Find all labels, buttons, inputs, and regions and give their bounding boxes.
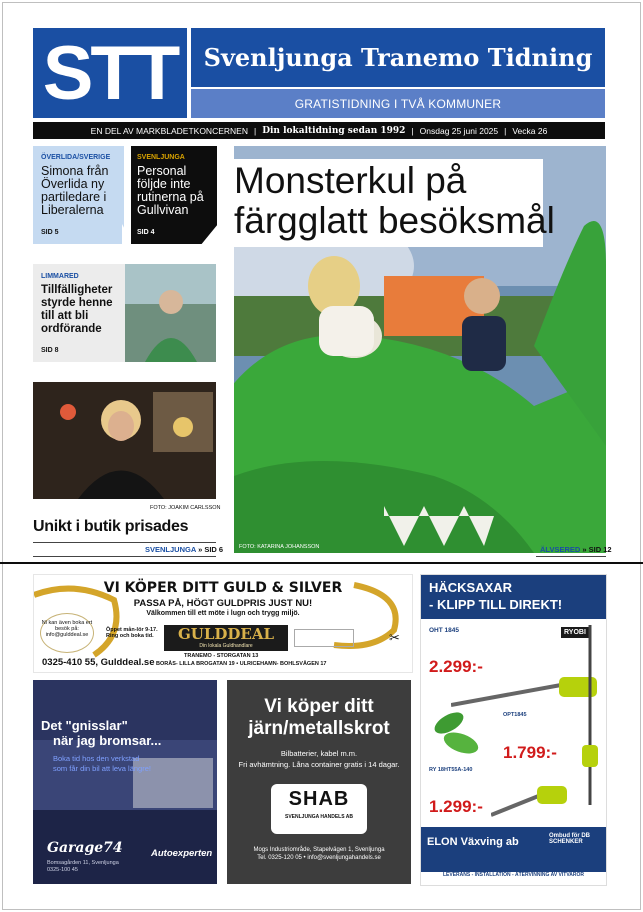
hack-p2-name: OPT1845: [503, 712, 527, 718]
main-story-page: SID 12: [588, 545, 612, 554]
pole-trimmer-icon: [576, 625, 604, 805]
shab-sub1: Bilbatterier, kabel m.m.: [280, 749, 358, 758]
shab-logo: [271, 784, 367, 834]
gulddeal-line2: PASSA PÅ, HÖGT GULDPRIS JUST NU!: [133, 598, 313, 609]
teaser-kicker: ÖVERLIDA/SVERIGE: [41, 154, 111, 161]
hack-p1-name: OHT 1845: [429, 627, 459, 634]
dateline-slogan: Din lokaltidning sedan 1992: [262, 125, 406, 136]
garage-line2: när jag bromsar...: [53, 733, 162, 748]
shab-address: Mogs Industriområde, Stapelvägen 1, Svenljunga: [253, 847, 385, 853]
garage-line1: Det "gnisslar": [41, 718, 128, 733]
leaves-icon: [427, 707, 487, 762]
teaser-kicker: SVENLJUNGA: [137, 154, 185, 161]
butik-story-location: SVENLJUNGA: [145, 545, 196, 554]
garage-address: Bomsagården 11, Svenljunga: [47, 860, 119, 866]
dateline-week: Vecka 26: [512, 125, 548, 136]
ryobi-logo: RYOBI: [561, 627, 589, 638]
shab-headline1: Vi köper ditt: [264, 696, 374, 717]
elon-dealer-box: [421, 827, 606, 877]
ad-gulddeal[interactable]: [33, 574, 413, 673]
hack-p3-price: 1.299:-: [429, 797, 483, 816]
gulddeal-brand-box: [164, 625, 288, 651]
gulddeal-bubble: Ni kan även boka ert besök på: info@gulddeal.se: [40, 613, 94, 653]
butik-story-page: SID 6: [204, 545, 224, 554]
photo-woman-in-shop: [33, 382, 216, 499]
gulddeal-line3: Välkommen till ett möte i lugn och trygg miljö.: [146, 610, 300, 617]
garage-line4: som får din bil att leva längre!: [53, 764, 151, 773]
garage-contact: [47, 860, 119, 874]
main-headline-line2: färgglatt besöksmål: [234, 200, 555, 241]
elon-logo: ELON Växving ab: [427, 836, 519, 848]
shab-headline: [227, 696, 411, 740]
main-photo-credit: FOTO: KATARINA JOHANSSON: [239, 544, 320, 550]
teaser-headline: Personal följde inte rutinerna på Gullvivan: [137, 164, 204, 217]
ad-garage74[interactable]: [33, 680, 217, 884]
ad-shab[interactable]: [227, 680, 411, 884]
ad-hacksaxar[interactable]: [420, 574, 607, 886]
hack-title1: HÄCKSAXAR: [429, 580, 513, 595]
gulddeal-hours: Öppet mån-lör 9-17. Ring och boka tid.: [106, 627, 158, 639]
gulddeal-phone: 0325-410 55, Gulddeal.se: [42, 657, 155, 668]
divider: [536, 556, 606, 557]
teaser-photo-woman: [125, 264, 216, 362]
teaser-page-ref: SID 5: [41, 229, 59, 236]
teaser-corner-fold: [200, 224, 218, 246]
dealer-note: Ombud för DB SCHENKER: [549, 833, 590, 845]
garage-tagline: [53, 754, 151, 774]
dateline-date: Onsdag 25 juni 2025: [419, 125, 499, 136]
butik-headline[interactable]: Unikt i butik prisades: [33, 518, 189, 535]
shab-sub: [227, 748, 411, 770]
main-headline-line1: Monsterkul på: [234, 160, 467, 201]
butik-story-photo[interactable]: [33, 382, 216, 499]
garage-phone: 0325-100 45: [47, 867, 78, 873]
masthead-title: Svenljunga Tranemo Tidning: [191, 28, 605, 87]
teaser-page-ref: SID 8: [41, 347, 59, 354]
dateline-bar: EN DEL AV MARKBLADETKONCERNEN | Din lokaltidning sedan 1992 | Onsdag 25 juni 2025 | Vecka 26: [33, 122, 605, 139]
main-headline[interactable]: [234, 161, 555, 241]
dateline-group: EN DEL AV MARKBLADETKONCERNEN: [90, 125, 248, 136]
gulddeal-tagline: Din lokala Guldhandlare: [199, 643, 253, 649]
teaser-headline: Tillfälligheter styrde henne till att bli ordförande: [41, 284, 113, 335]
hack-p3-name: RY 18HT55A-140: [429, 767, 473, 773]
hack-footer: LEVERANS - INSTALLATION - ÅTERVINNING AV VITVAROR: [421, 872, 606, 878]
main-story-page-link[interactable]: ÄLVSERED » SID 12: [540, 545, 612, 554]
butik-photo-credit: FOTO: JOAKIM CARLSSON: [150, 505, 221, 511]
teaser-headline: Simona från Överlida ny partiledare i Liberalerna: [41, 164, 109, 217]
masthead-subtitle: GRATISTIDNING I TVÅ KOMMUNER: [191, 89, 605, 118]
section-rule: [0, 562, 643, 564]
autoexperten-logo: Autoexperten: [151, 848, 213, 859]
garage74-logo: Garage74: [47, 840, 123, 856]
hack-p2-price: 1.799:-: [503, 743, 557, 762]
shab-phone-email: Tel. 0325-120 05 • info@svenljungahandels.se: [257, 855, 381, 861]
divider: [33, 556, 216, 557]
gulddeal-brand: GULDDEAL: [177, 625, 275, 643]
hack-header: [421, 575, 606, 619]
gulddeal-headline: VI KÖPER DITT GULD & SILVER: [103, 580, 343, 596]
teaser-card-overlida[interactable]: [33, 146, 124, 244]
divider: [33, 542, 216, 543]
main-story-location: ÄLVSERED: [540, 545, 581, 554]
garage-headline: [41, 718, 161, 748]
butik-story-page-link[interactable]: SVENLJUNGA » SID 6: [145, 545, 224, 554]
teaser-card-limmared[interactable]: [33, 264, 216, 362]
shab-contact: [227, 846, 411, 862]
hack-p1-price: 2.299:-: [429, 657, 483, 676]
gulddeal-addr2: BORÅS- LILLA BROGATAN 19 • ULRICEHAMN- BOHLSVÄGEN 17: [156, 661, 327, 667]
shab-headline2: järn/metallskrot: [248, 718, 390, 739]
scissors-icon: ✂: [389, 630, 400, 645]
hack-title2: - KLIPP TILL DIREKT!: [429, 597, 563, 612]
shab-sub2: Fri avhämtning. Låna container gratis i 14 dagar.: [238, 760, 400, 769]
shab-logo-sub: SVENLJUNGA HANDELS AB: [285, 814, 353, 820]
hedge-trimmer-2-icon: [491, 780, 571, 820]
shab-logo-text: SHAB: [288, 788, 350, 810]
teaser-kicker: LIMMARED: [41, 273, 79, 280]
gulddeal-addr1: TRANEMO - STORGATAN 13: [184, 653, 259, 659]
garage-line3: Boka tid hos den verkstad: [53, 754, 140, 763]
teaser-page-ref: SID 4: [137, 229, 155, 236]
masthead-logo[interactable]: STT: [33, 28, 187, 118]
gulddeal-badge: [294, 629, 354, 647]
